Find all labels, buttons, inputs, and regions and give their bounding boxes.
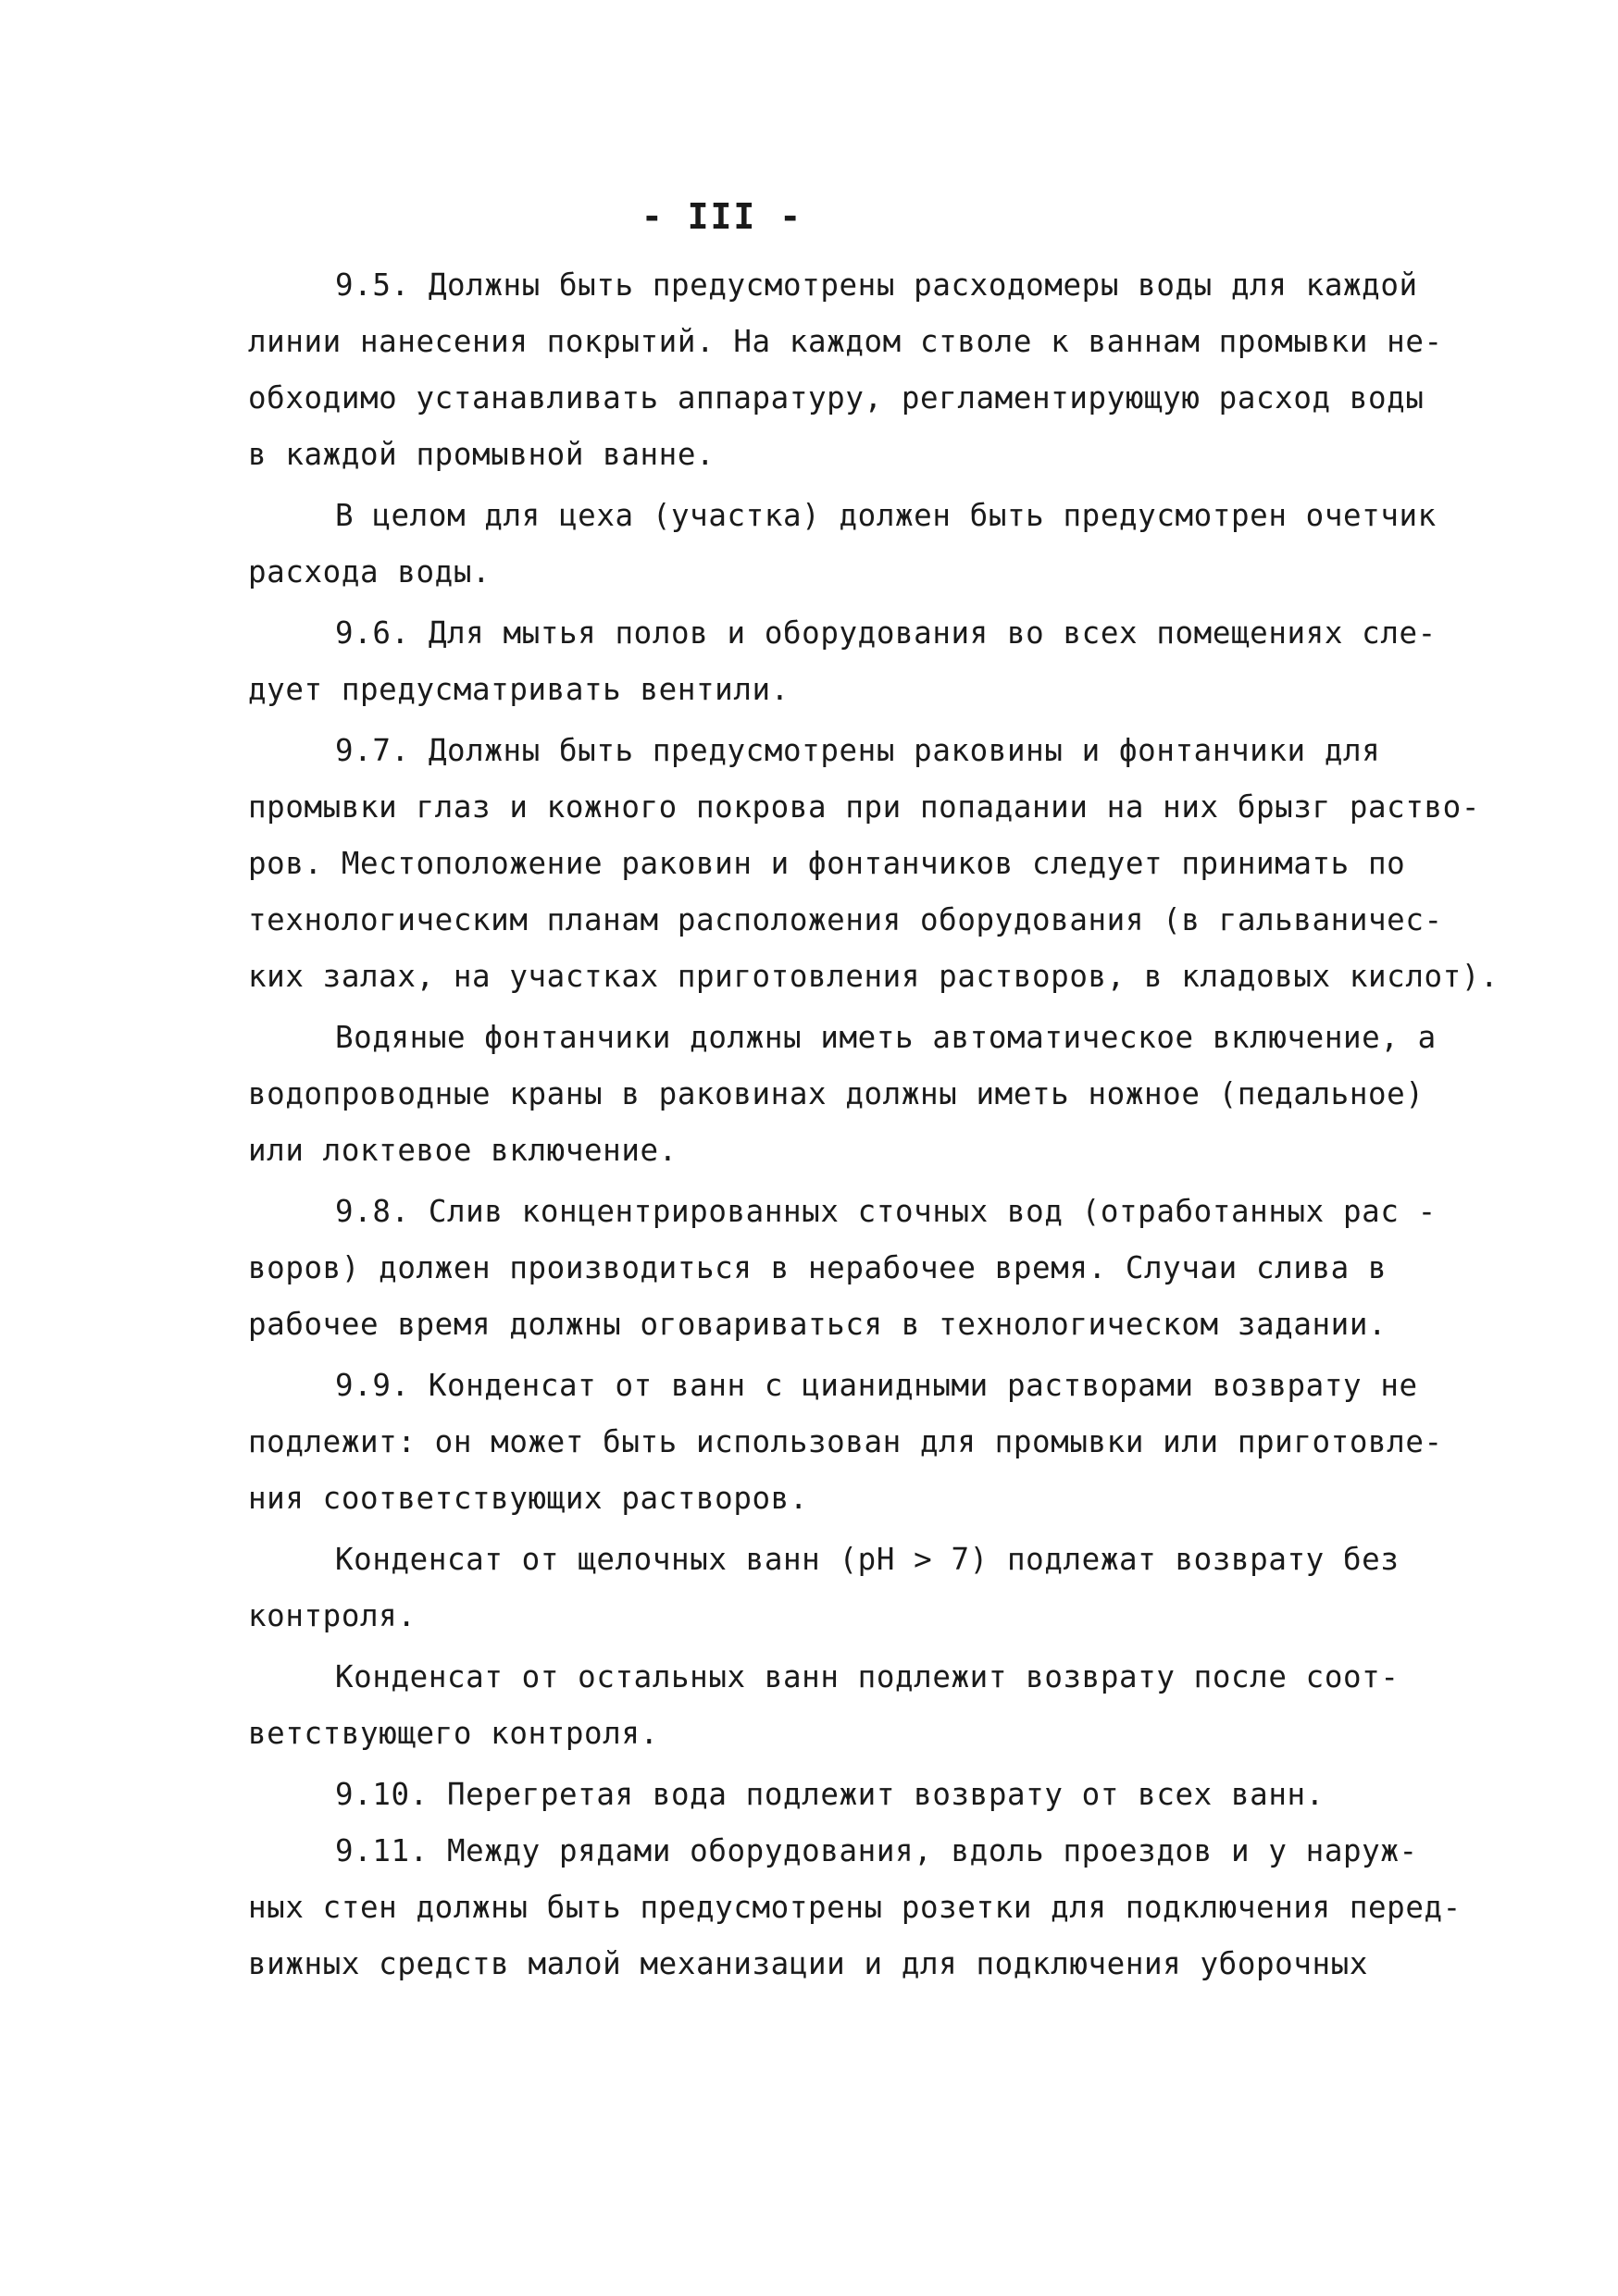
text-line: 9.10. Перегретая вода подлежит возврату от всех ванн. [335, 1777, 1325, 1812]
text-line: промывки глаз и кожного покрова при попадании на них брызг раство- [248, 789, 1480, 825]
text-line: 9.9. Конденсат от ванн с цианидными растворами возврату не [335, 1368, 1418, 1403]
text-line: Водяные фонтанчики должны иметь автоматическое включение, а [335, 1020, 1437, 1055]
text-line: линии нанесения покрытий. На каждом стволе к ваннам промывки не- [248, 324, 1443, 359]
text-line: ров. Местоположение раковин и фонтанчиков следует принимать по [248, 846, 1406, 881]
text-line: технологическим планам расположения оборудования (в гальваничес- [248, 902, 1443, 937]
text-line: 9.8. Слив концентрированных сточных вод (отработанных рас - [335, 1194, 1437, 1229]
text-line: дует предусматривать вентили. [248, 672, 790, 707]
text-line: подлежит: он может быть использован для промывки или приготовле- [248, 1424, 1443, 1459]
text-line: Конденсат от остальных ванн подлежит возврату после соот- [335, 1659, 1400, 1694]
text-line: ких залах, на участках приготовления растворов, в кладовых кислот). [248, 959, 1500, 994]
text-line: воров) должен производиться в нерабочее время. Случаи слива в [248, 1250, 1388, 1285]
text-line: ветствующего контроля. [248, 1716, 659, 1751]
body-text [248, 257, 1500, 1992]
text-line: рабочее время должны оговариваться в технологическом задании. [248, 1307, 1388, 1342]
text-line: водопроводные краны в раковинах должны иметь ножное (педальное) [248, 1076, 1425, 1111]
page-number: - III - [641, 196, 803, 237]
text-line: вижных средств малой механизации и для подключения уборочных [248, 1946, 1368, 1981]
text-line: ния соответствующих растворов. [248, 1481, 808, 1516]
text-line: 9.6. Для мытья полов и оборудования во всех помещениях сле- [335, 615, 1437, 651]
text-line: в каждой промывной ванне. [248, 437, 716, 472]
text-line: обходимо устанавливать аппаратуру, регламентирующую расход воды [248, 380, 1425, 416]
text-line: 9.7. Должны быть предусмотрены раковины и фонтанчики для [335, 733, 1381, 768]
text-line: ных стен должны быть предусмотрены розетки для подключения перед- [248, 1890, 1462, 1925]
text-line: 9.11. Между рядами оборудования, вдоль проездов и у наруж- [335, 1833, 1418, 1868]
text-line: контроля. [248, 1598, 417, 1633]
text-line: Конденсат от щелочных ванн (рН > 7) подлежат возврату без [335, 1542, 1400, 1577]
text-line: 9.5. Должны быть предусмотрены расходомеры воды для каждой [335, 267, 1418, 303]
text-line: расхода воды. [248, 554, 492, 590]
text-line: или локтевое включение. [248, 1133, 678, 1168]
text-line: В целом для цеха (участка) должен быть предусмотрен очетчик [335, 498, 1437, 533]
